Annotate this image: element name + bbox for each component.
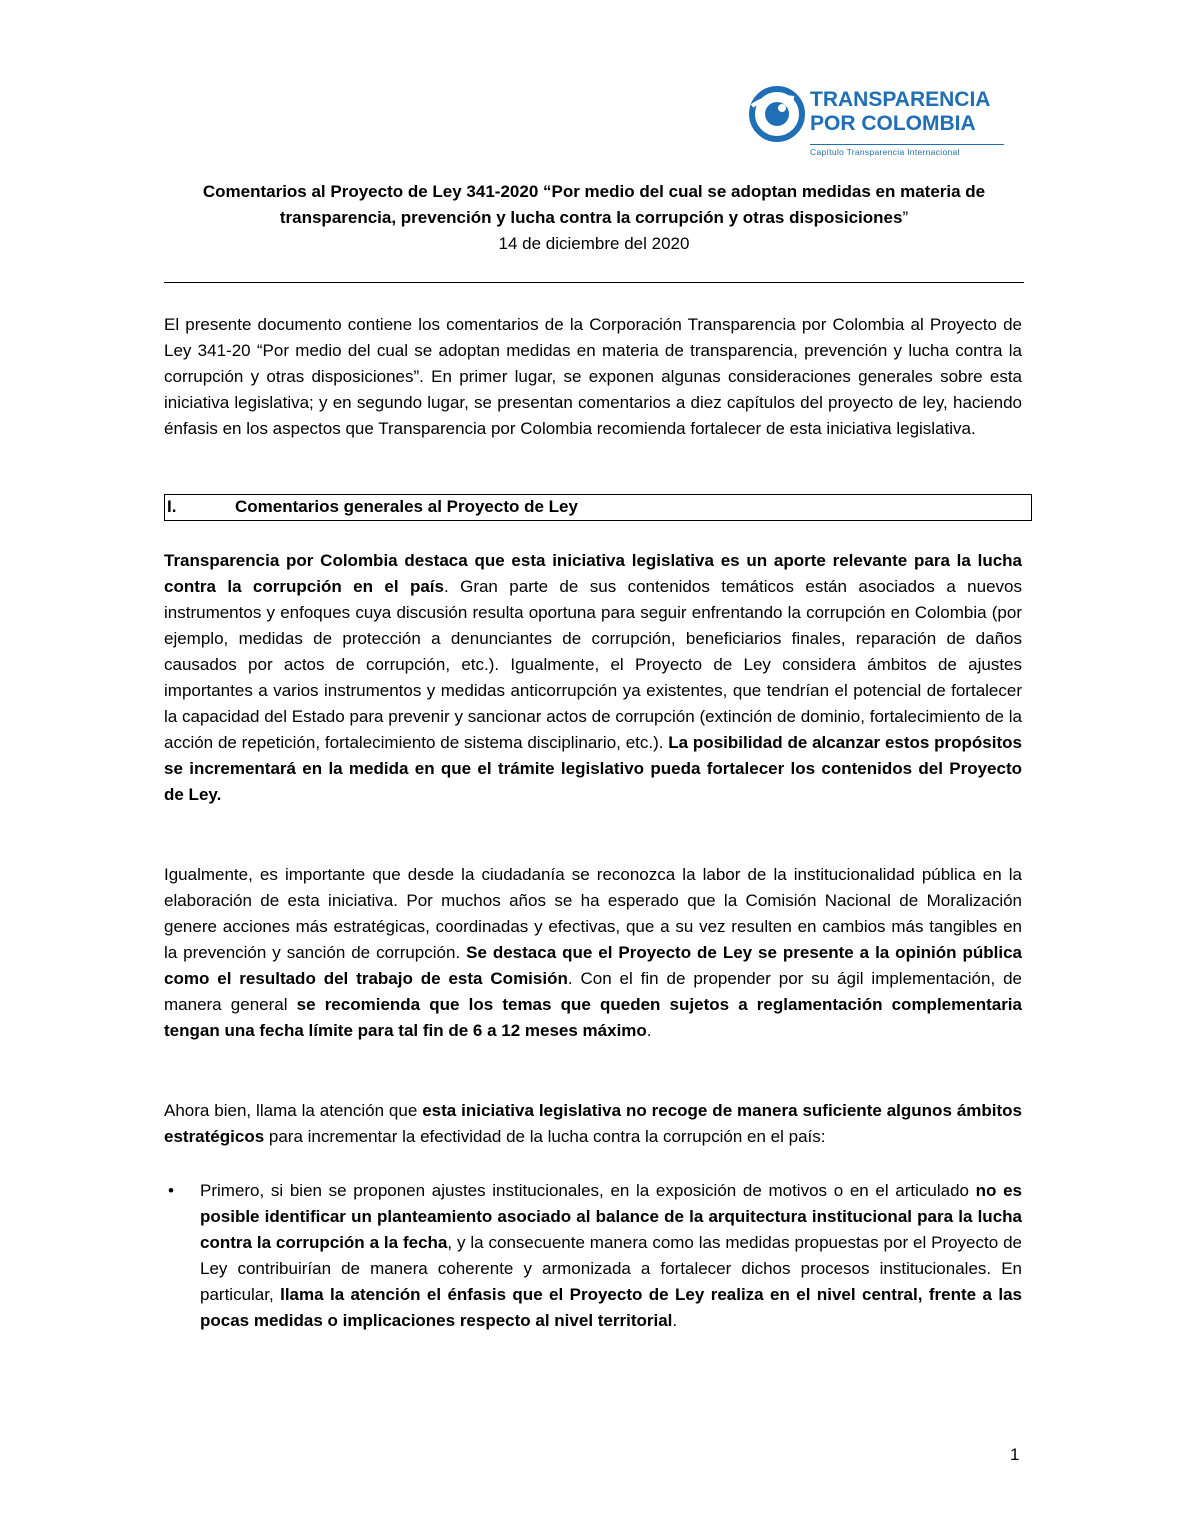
header-divider [164,282,1024,283]
transparencia-logo-icon [748,84,806,144]
intro-paragraph: El presente documento contiene los comentarios de la Corporación Transparencia por Colombia al Proyecto de Ley 341-20 “Por medio del cual se adoptan medidas en materia de transparencia, prevención y lucha contra la corrupción y otras disposiciones”. En primer lugar, se exponen algunas consideraciones generales sobre esta iniciativa legislativa; y en segundo lugar, se presentan comentarios a diez capítulos del proyecto de ley, haciendo énfasis en los aspectos que Transparencia por Colombia recomienda fortalecer de esta iniciativa legislativa. [164,315,1022,438]
document-title: Comentarios al Proyecto de Ley 341-2020 “Por medio del cual se adoptan medidas en materia de transparencia, prevención y lucha contra la corrupción y otras disposiciones” [202,182,986,227]
bullet-item-1: Primero, si bien se proponen ajustes institucionales, en la exposición de motivos o en el articulado no es posible identificar un planteamiento asociado al balance de la arquitectura institucional para la lucha contra la corrupción a la fecha, y la consecuente manera como las medidas propuestas por el Proyecto de Ley contribuirían de manera coherente y armonizada a fortalecer dichos procesos institucionales. En particular, llama la atención el énfasis que el Proyecto de Ley realiza en el nivel central, frente a las pocas medidas o implicaciones respecto al nivel territorial. [200,1181,1022,1330]
page-number: 1 [1010,1445,1020,1464]
logo-line1: TRANSPARENCIA [810,88,991,111]
bullet-marker: • [168,1181,174,1200]
logo-subtitle: Capítulo Transparencia Internacional [810,144,1004,157]
document-header [164,179,1024,257]
section-title: Comentarios generales al Proyecto de Ley [235,497,578,516]
section-number: I. [167,497,177,516]
paragraph-2: Igualmente, es importante que desde la ciudadanía se reconozca la labor de la institucionalidad pública en la elaboración de esta iniciativa. Por muchos años se ha esperado que la Comisión Nacional de Moralización genere acciones más estratégicas, coordinadas y efectivas, que a su vez resulten en cambios más tangibles en la prevención y sanción de corrupción. Se destaca que el Proyecto de Ley se presente a la opinión pública como el resultado del trabajo de esta Comisión. Con el fin de propender por su ágil implementación, de manera general se recomienda que los temas que queden sujetos a reglamentación complementaria tengan una fecha límite para tal fin de 6 a 12 meses máximo. [164,865,1022,1040]
section-heading [164,494,1032,521]
paragraph-3: Ahora bien, llama la atención que esta iniciativa legislativa no recoge de manera suficiente algunos ámbitos estratégicos para incrementar la efectividad de la lucha contra la corrupción en el país: [164,1101,1022,1146]
paragraph-1: Transparencia por Colombia destaca que esta iniciativa legislativa es un aporte relevante para la lucha contra la corrupción en el país. Gran parte de sus contenidos temáticos están asociados a nuevos instrumentos y enfoques cuya discusión resulta oportuna para seguir enfrentando la corrupción en Colombia (por ejemplo, medidas de protección a denunciantes de corrupción, beneficiarios finales, reparación de daños causados por actos de corrupción, etc.). Igualmente, el Proyecto de Ley considera ámbitos de ajustes importantes a varios instrumentos y medidas anticorrupción ya existentes, que tendrían el potencial de fortalecer la capacidad del Estado para prevenir y sancionar actos de corrupción (extinción de dominio, fortalecimiento de la acción de repetición, fortalecimiento de sistema disciplinario, etc.). La posibilidad de alcanzar estos propósitos se incrementará en la medida en que el trámite legislativo pueda fortalecer los contenidos del Proyecto de Ley. [164,551,1022,804]
transparencia-logo [748,84,1010,160]
logo-line2: POR COLOMBIA [810,112,976,135]
document-date: 14 de diciembre del 2020 [498,234,690,253]
